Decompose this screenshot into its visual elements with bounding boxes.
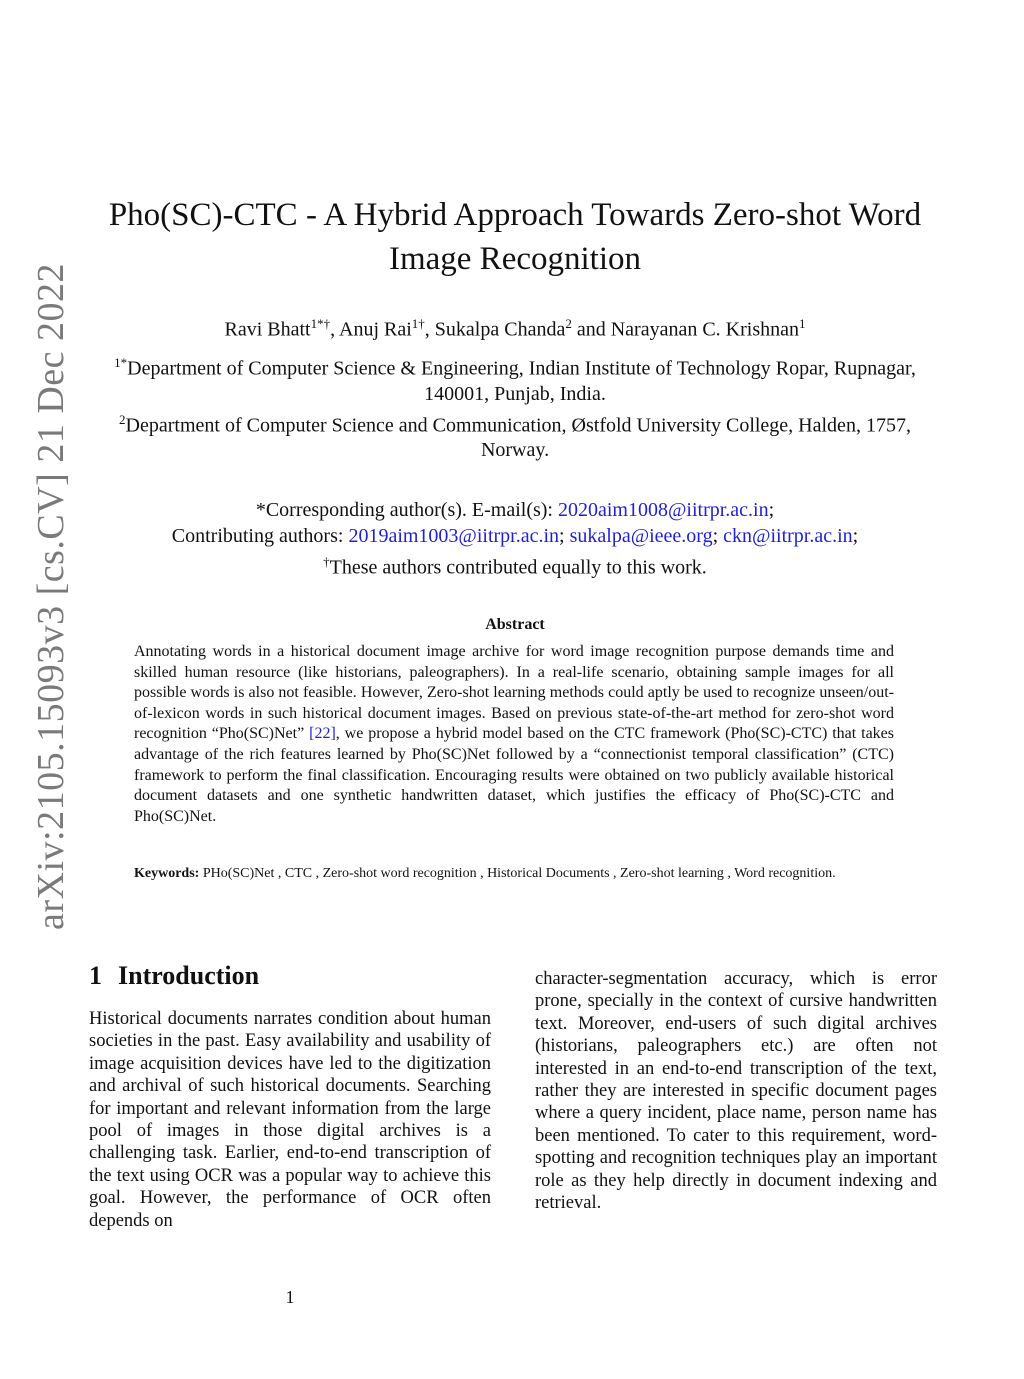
author-name: Ravi Bhatt xyxy=(224,318,311,341)
section-number: 1 xyxy=(89,961,102,990)
author-affiliation-mark: 1*† xyxy=(310,316,331,331)
dagger-mark: † xyxy=(323,554,330,569)
contributing-email-link-3[interactable]: ckn@iitrpr.ac.in xyxy=(723,525,853,547)
arxiv-identifier-stamp: arXiv:2105.15093v3 [cs.CV] 21 Dec 2022 xyxy=(30,262,72,930)
page-number: 1 xyxy=(285,1287,295,1307)
contact-block xyxy=(100,497,930,581)
author-name: Narayanan C. Krishnan xyxy=(610,318,799,341)
affiliations xyxy=(100,350,930,463)
contributing-authors-line: Contributing authors: 2019aim1003@iitrpr.ac.in; sukalpa@ieee.org; ckn@iitrpr.ac.in; xyxy=(171,525,859,547)
author-affiliation-mark: 2 xyxy=(565,316,572,331)
affiliation-2: $^2$Department of Computer Science and Communication, Østfold University College, Halden, 1757, Norway. xyxy=(119,411,911,462)
author-name: Sukalpa Chanda xyxy=(434,318,566,341)
author-affiliation-mark: 1† xyxy=(411,316,425,331)
section-heading-introduction xyxy=(89,961,259,991)
corresponding-email-link[interactable]: 2020aim1008@iitrpr.ac.in xyxy=(558,499,769,521)
abstract-text: Annotating words in a historical document image archive for word image recognition purpose demands time and skilled human resource (like historians, paleographers). In a real-life scenario, obtaining sample images for all possible words is also not feasible. However, Zero-shot learning methods could aptly be used to recognize unseen/out-of-lexicon words in such historical document images. Based on previous state-of-the-art method for zero-shot word recognition “Pho(SC)Net” [22], we propose a hybrid model based on the CTC framework (Pho(SC)-CTC) that takes advantage of the rich features learned by Pho(SC)Net followed by a “connectionist temporal classification” (CTC) framework to perform the final classification. Encouraging results were obtained on two publicly available historical document datasets and one synthetic handwritten dataset, which justifies the efficacy of Pho(SC)-CTC and Pho(SC)Net. xyxy=(134,643,895,825)
affiliation-1: $^{1*}$Department of Computer Science & Engineering, Indian Institute of Technology Ropar, Rupnagar, 140001, Punjab, India. xyxy=(114,355,916,405)
keywords-text: PHo(SC)Net , CTC , Zero-shot word recognition , Historical Documents , Zero-shot learning , Word recognition. xyxy=(202,866,836,881)
body-text-right-column: character-segmentation accuracy, which is error prone, specially in the context of cursive handwritten text. Moreover, end-users of such digital archives (historians, paleographers etc.) are often not interested in an end-to-end transcription of the text, rather they are interested in specific document pages where a query incident, place name, person name has been mentioned. To cater to this requirement, word-spotting and recognition techniques play an important role as they help directly in document indexing and retrieval. xyxy=(535,969,937,1214)
section-title: Introduction xyxy=(118,961,260,990)
keywords xyxy=(134,865,894,883)
author-list: Ravi Bhatt$^{1*\dagger}$, Anuj Rai$^{1\dagger}$, Sukalpa Chanda$^2$ and Narayanan C. Krishnan$^1$ xyxy=(224,316,806,341)
corresponding-author-line: *Corresponding author(s). E-mail(s): 2020aim1008@iitrpr.ac.in; xyxy=(255,499,775,521)
citation-link[interactable]: [22] xyxy=(309,725,336,743)
author-name: Anuj Rai xyxy=(339,318,412,341)
keywords-label: Keywords: xyxy=(134,866,200,881)
contributing-email-link-2[interactable]: sukalpa@ieee.org xyxy=(569,525,713,547)
contributing-email-link-1[interactable]: 2019aim1003@iitrpr.ac.in xyxy=(348,525,560,547)
paper-title: Pho(SC)-CTC - A Hybrid Approach Towards Zero-shot Word Image Recognition xyxy=(108,197,922,277)
author-affiliation-mark: 1 xyxy=(799,316,806,331)
body-text-left-column: Historical documents narrates condition about human societies in the past. Easy availability and usability of image acquisition devices have led to the digitization and archival of such historical documents. Searching for important and relevant information from the large pool of images in those digital archives is a challenging task. Earlier, end-to-end transcription of the text using OCR was a popular way to achieve this goal. However, the performance of OCR often depends on xyxy=(89,1009,491,1231)
equal-contribution-note: †These authors contributed equally to this work. xyxy=(323,554,707,579)
abstract-heading: Abstract xyxy=(485,616,545,633)
